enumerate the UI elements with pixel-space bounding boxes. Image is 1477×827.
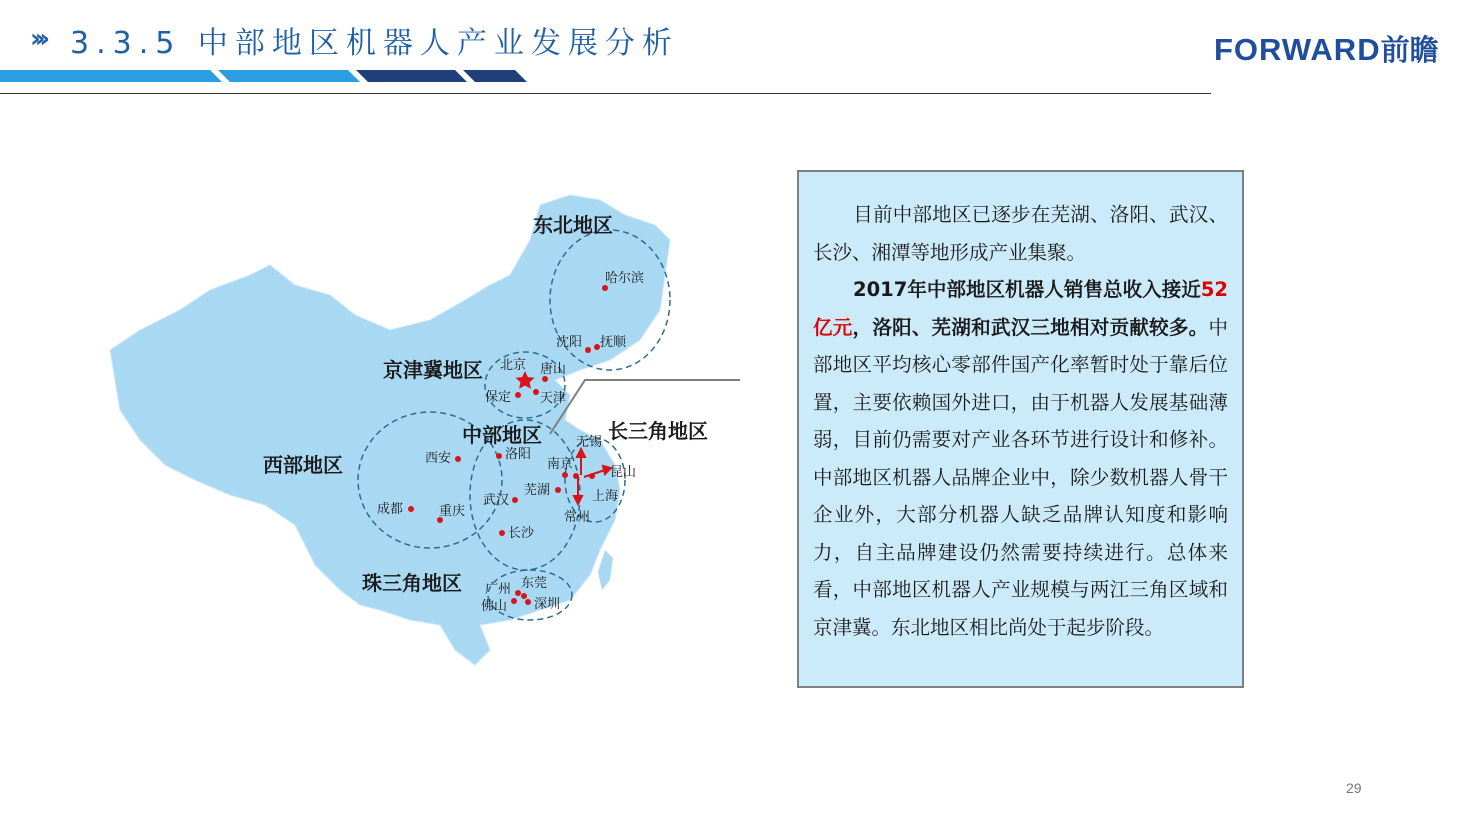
analysis-textbox [797,170,1244,688]
city-label-dongguan: 东莞 [521,576,548,591]
page-title: 3.3.5 中部地区机器人产业发展分析 [70,26,679,61]
city-label-shenzhen: 深圳 [534,597,561,612]
city-label-wuhu: 芜湖 [524,483,551,498]
logo-cn: 前瞻 [1380,35,1439,67]
forward-logo [1214,28,1439,69]
city-label-guangzhou: 广州 [485,582,512,597]
paragraph-1 [813,196,1228,271]
city-label-shenyang: 沈阳 [556,335,583,350]
city-dot-luoyang [496,453,502,459]
city-label-wuhan: 武汉 [483,493,510,508]
title-chevron-icon: ››› [30,24,45,54]
city-dot-wuhu [555,487,561,493]
page-number: 29 [1346,780,1362,796]
city-label-beijing: 北京 [500,358,527,373]
city-dot-foshan [511,598,517,604]
region-label-northeast: 东北地区 [533,213,613,237]
city-label-baoding: 保定 [485,390,512,405]
region-label-jingjinji: 京津冀地区 [383,358,483,382]
city-label-luoyang: 洛阳 [505,447,532,462]
city-dot-nanjing [562,472,568,478]
city-label-chengdu: 成都 [377,502,404,517]
paragraph-1-text: 目前中部地区已逐步在芜湖、洛阳、武汉、长沙、湘潭等地形成产业集聚。 [813,203,1228,264]
city-label-chongqing: 重庆 [439,504,466,519]
paragraph-2 [813,271,1228,646]
city-label-changsha: 长沙 [508,526,535,541]
region-label-west: 西部地区 [263,453,343,477]
city-label-tianjin: 天津 [540,391,567,406]
city-dot-dongguan [521,593,527,599]
city-label-kunshan: 昆山 [610,465,637,480]
city-label-haerbin: 哈尔滨 [605,271,645,286]
city-label-shanghai: 上海 [592,489,619,504]
paragraph-2-bold-b: ，洛阳、芜湖和武汉三地相对贡献较多。 [852,315,1209,339]
city-dot-chengdu [408,506,414,512]
region-label-prd: 珠三角地区 [362,571,462,595]
city-dot-xian [455,456,461,462]
paragraph-2-rest: 中部地区平均核心零部件国产化率暂时处于靠后位置，主要依赖国外进口，由于机器人发展基础薄弱，目前仍需要对产业各环节进行设计和修补。中部地区机器人品牌企业中，除少数机器人骨干企业外，大部分机器人缺乏品牌认知度和影响力，自主品牌建设仍然需要持续进行。总体来看，中部地区机器人产业规模与两江三角区域和京津冀。东北地区相比尚处于起步阶段。 [813,315,1228,639]
city-dot-changsha [499,530,505,536]
city-label-wuxi: 无锡 [576,435,603,450]
paragraph-2-red-highlight: 52亿元 [813,278,1228,339]
city-dot-wuhan [512,497,518,503]
city-label-nanjing: 南京 [547,457,574,472]
china-robot-industry-map [100,180,740,680]
china-taiwan-shape [598,550,613,590]
city-label-foshan: 佛山 [481,599,508,614]
city-dot-shenyang [585,347,591,353]
city-label-tangshan: 唐山 [540,362,567,377]
city-dot-baoding [515,392,521,398]
city-dot-tianjin [533,389,539,395]
city-label-changzhou: 常州 [564,510,591,525]
region-label-yangtze: 长三角地区 [608,419,708,443]
paragraph-2-bold-a: 2017年中部地区机器人销售总收入接近 [853,278,1201,301]
decorative-stripes [0,70,540,82]
logo-latin: FORWARD [1214,32,1381,67]
region-label-central: 中部地区 [462,423,542,447]
city-label-xian: 西安 [425,451,452,466]
city-dot-shenzhen [525,599,531,605]
city-label-fushun: 抚顺 [600,335,627,350]
header-divider [0,93,1211,94]
